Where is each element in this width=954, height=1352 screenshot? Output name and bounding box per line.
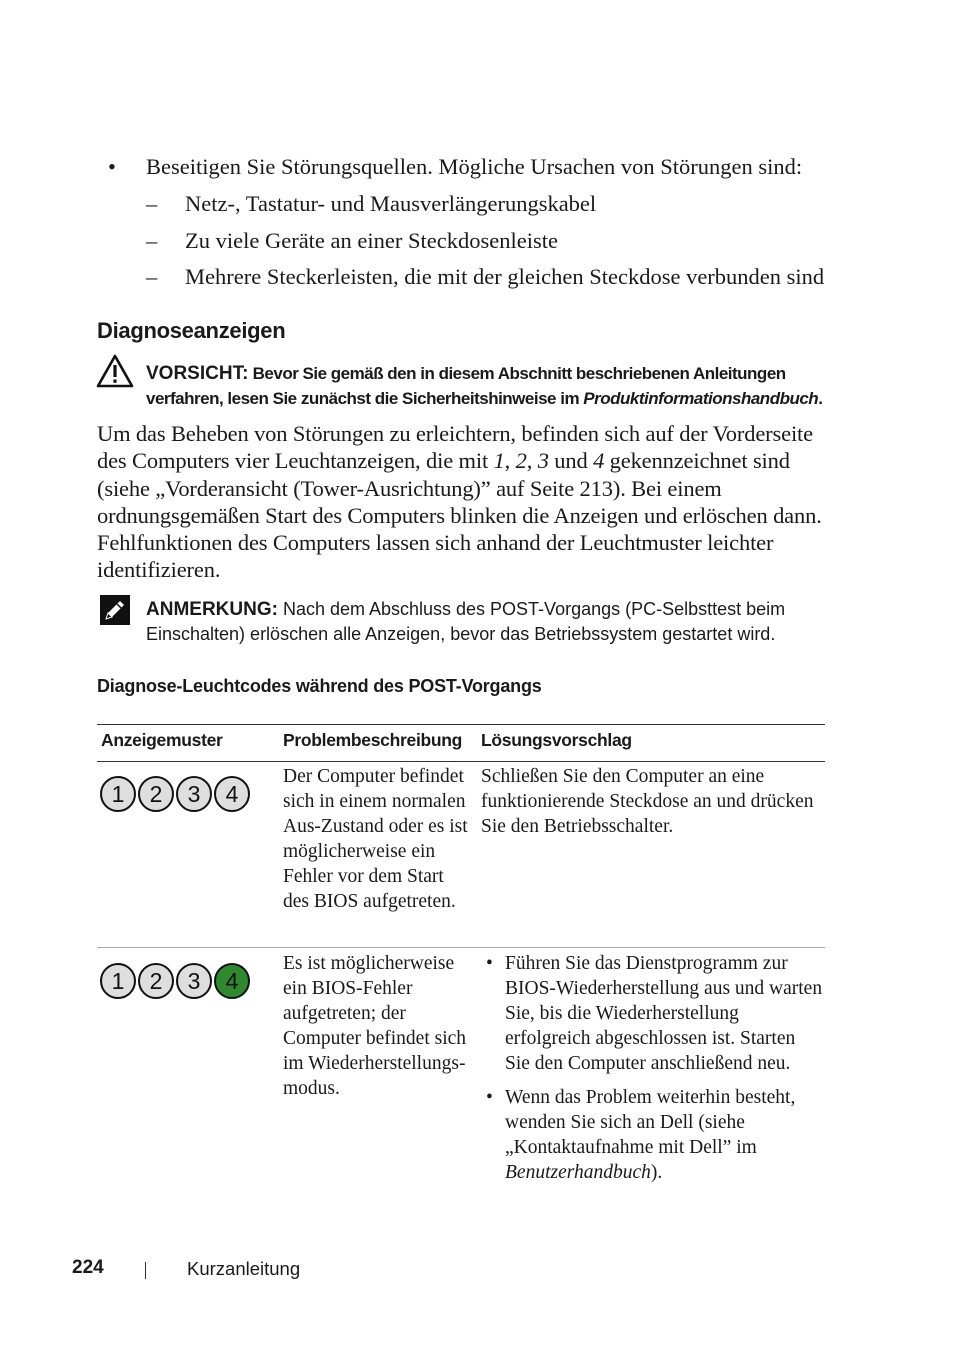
- led-indicator: 2: [138, 963, 174, 999]
- note-body: Nach dem Abschluss des POST-Vorgangs (PC-Selbsttest beim Einschalten) erlöschen alle Anzeigen, bevor das Betriebssystem gestartet wird.: [146, 599, 786, 644]
- document-reference: Benutzerhandbuch: [505, 1162, 651, 1183]
- table-rule-header: [97, 761, 825, 762]
- bullet-item-text: Beseitigen Sie Störungsquellen. Mögliche Ursachen von Störungen sind:: [146, 154, 803, 179]
- sub-bullet-marker: –: [146, 264, 158, 289]
- column-header-solution: Lösungsvorschlag: [481, 730, 632, 750]
- list-item: • Wenn das Problem weiterhin besteht, wenden Sie sich an Dell (siehe „Kontaktaufnahme mit Dell” im Benutzerhandbuch).: [486, 1087, 796, 1183]
- list-item: • Führen Sie das Dienstprogramm zur BIOS-Wiederherstellung aus und warten Sie, bis die Wiederherstellung erfolgreich abgeschlossen ist. Starten Sie den Computer anschließend neu.: [486, 953, 823, 1074]
- led-indicator: 4: [214, 963, 250, 999]
- table-rule-top: [97, 724, 825, 725]
- note-block: [146, 597, 836, 647]
- sub-bullet-text: Netz-, Tastatur- und Mausverlängerungskabel: [185, 191, 597, 216]
- sub-bullet-marker: –: [146, 228, 158, 253]
- sub-bullet-marker: –: [146, 191, 158, 216]
- caution-body: Bevor Sie gemäß den in diesem Abschnitt beschriebenen Anleitungen verfahren, lesen Sie zunächst die Sicherheitshinweise im: [146, 364, 786, 408]
- caution-note: VORSICHT: Bevor Sie gemäß den in diesem Abschnitt beschriebenen Anleitungen verfahren, lesen Sie zunächst die Sicherheitshinweise im Produktinformationshandbuch.: [146, 363, 823, 408]
- warning-triangle-icon: [96, 354, 132, 388]
- problem-description: Der Computer befindet sich in einem normalen Aus-Zustand oder es ist möglicherweise ein Fehler vor dem Start des BIOS aufgetreten.: [283, 766, 468, 912]
- table-row-divider: [97, 947, 825, 948]
- body-paragraph: Um das Beheben von Störungen zu erleichtern, befinden sich auf der Vorderseite des Computers vier Leuchtanzeigen, die mit 1, 2, 3 und 4 gekennzeichnet sind (siehe „Vorderansicht (Tower-Ausrichtung)” auf Seite 213). Bei einem ordnungsgemäßen Start des Computers blinken die Anzeigen und erlöschen dann. Fehlfunktionen des Computers lassen sich anhand der Leuchtmuster leichter identifizieren.: [97, 421, 822, 583]
- note-label: ANMERKUNG:: [146, 599, 278, 620]
- sub-bullet-text: Zu viele Geräte an einer Steckdosenleiste: [185, 228, 558, 253]
- column-header-problem: Problembeschreibung: [283, 730, 463, 750]
- led-indicator: 3: [176, 776, 212, 812]
- bullet-list: [0, 154, 954, 294]
- column-header-pattern: Anzeigemuster: [101, 730, 223, 750]
- led-indicator: 4: [214, 776, 250, 812]
- section-heading: Diagnoseanzeigen: [97, 318, 286, 343]
- bullet-marker: •: [108, 154, 116, 179]
- pencil-note-icon: [100, 595, 130, 625]
- caution-reference: Produktinformationshandbuch: [583, 389, 819, 408]
- sub-bullet-text: Mehrere Steckerleisten, die mit der gleichen Steckdose verbunden sind: [185, 264, 825, 289]
- footer-title: Kurzanleitung: [187, 1258, 301, 1279]
- led-indicator: 3: [176, 963, 212, 999]
- led-pattern: [100, 776, 250, 812]
- led-indicator: 1: [100, 963, 136, 999]
- led-pattern: [100, 963, 250, 999]
- solution-list: [481, 951, 825, 1194]
- table-title: Diagnose-Leuchtcodes während des POST-Vorgangs: [97, 676, 542, 696]
- problem-description: Es ist möglicherweise ein BIOS-Fehler aufgetreten; der Computer befindet sich im Wiederherstellungs-modus.: [283, 953, 467, 1099]
- page-number: 224: [72, 1257, 104, 1278]
- led-indicator: 2: [138, 776, 174, 812]
- footer-separator: [145, 1262, 146, 1279]
- led-indicator: 1: [100, 776, 136, 812]
- caution-label: VORSICHT:: [146, 363, 249, 384]
- solution-text: Schließen Sie den Computer an eine funktionierende Steckdose an und drücken Sie den Betriebsschalter.: [481, 766, 814, 837]
